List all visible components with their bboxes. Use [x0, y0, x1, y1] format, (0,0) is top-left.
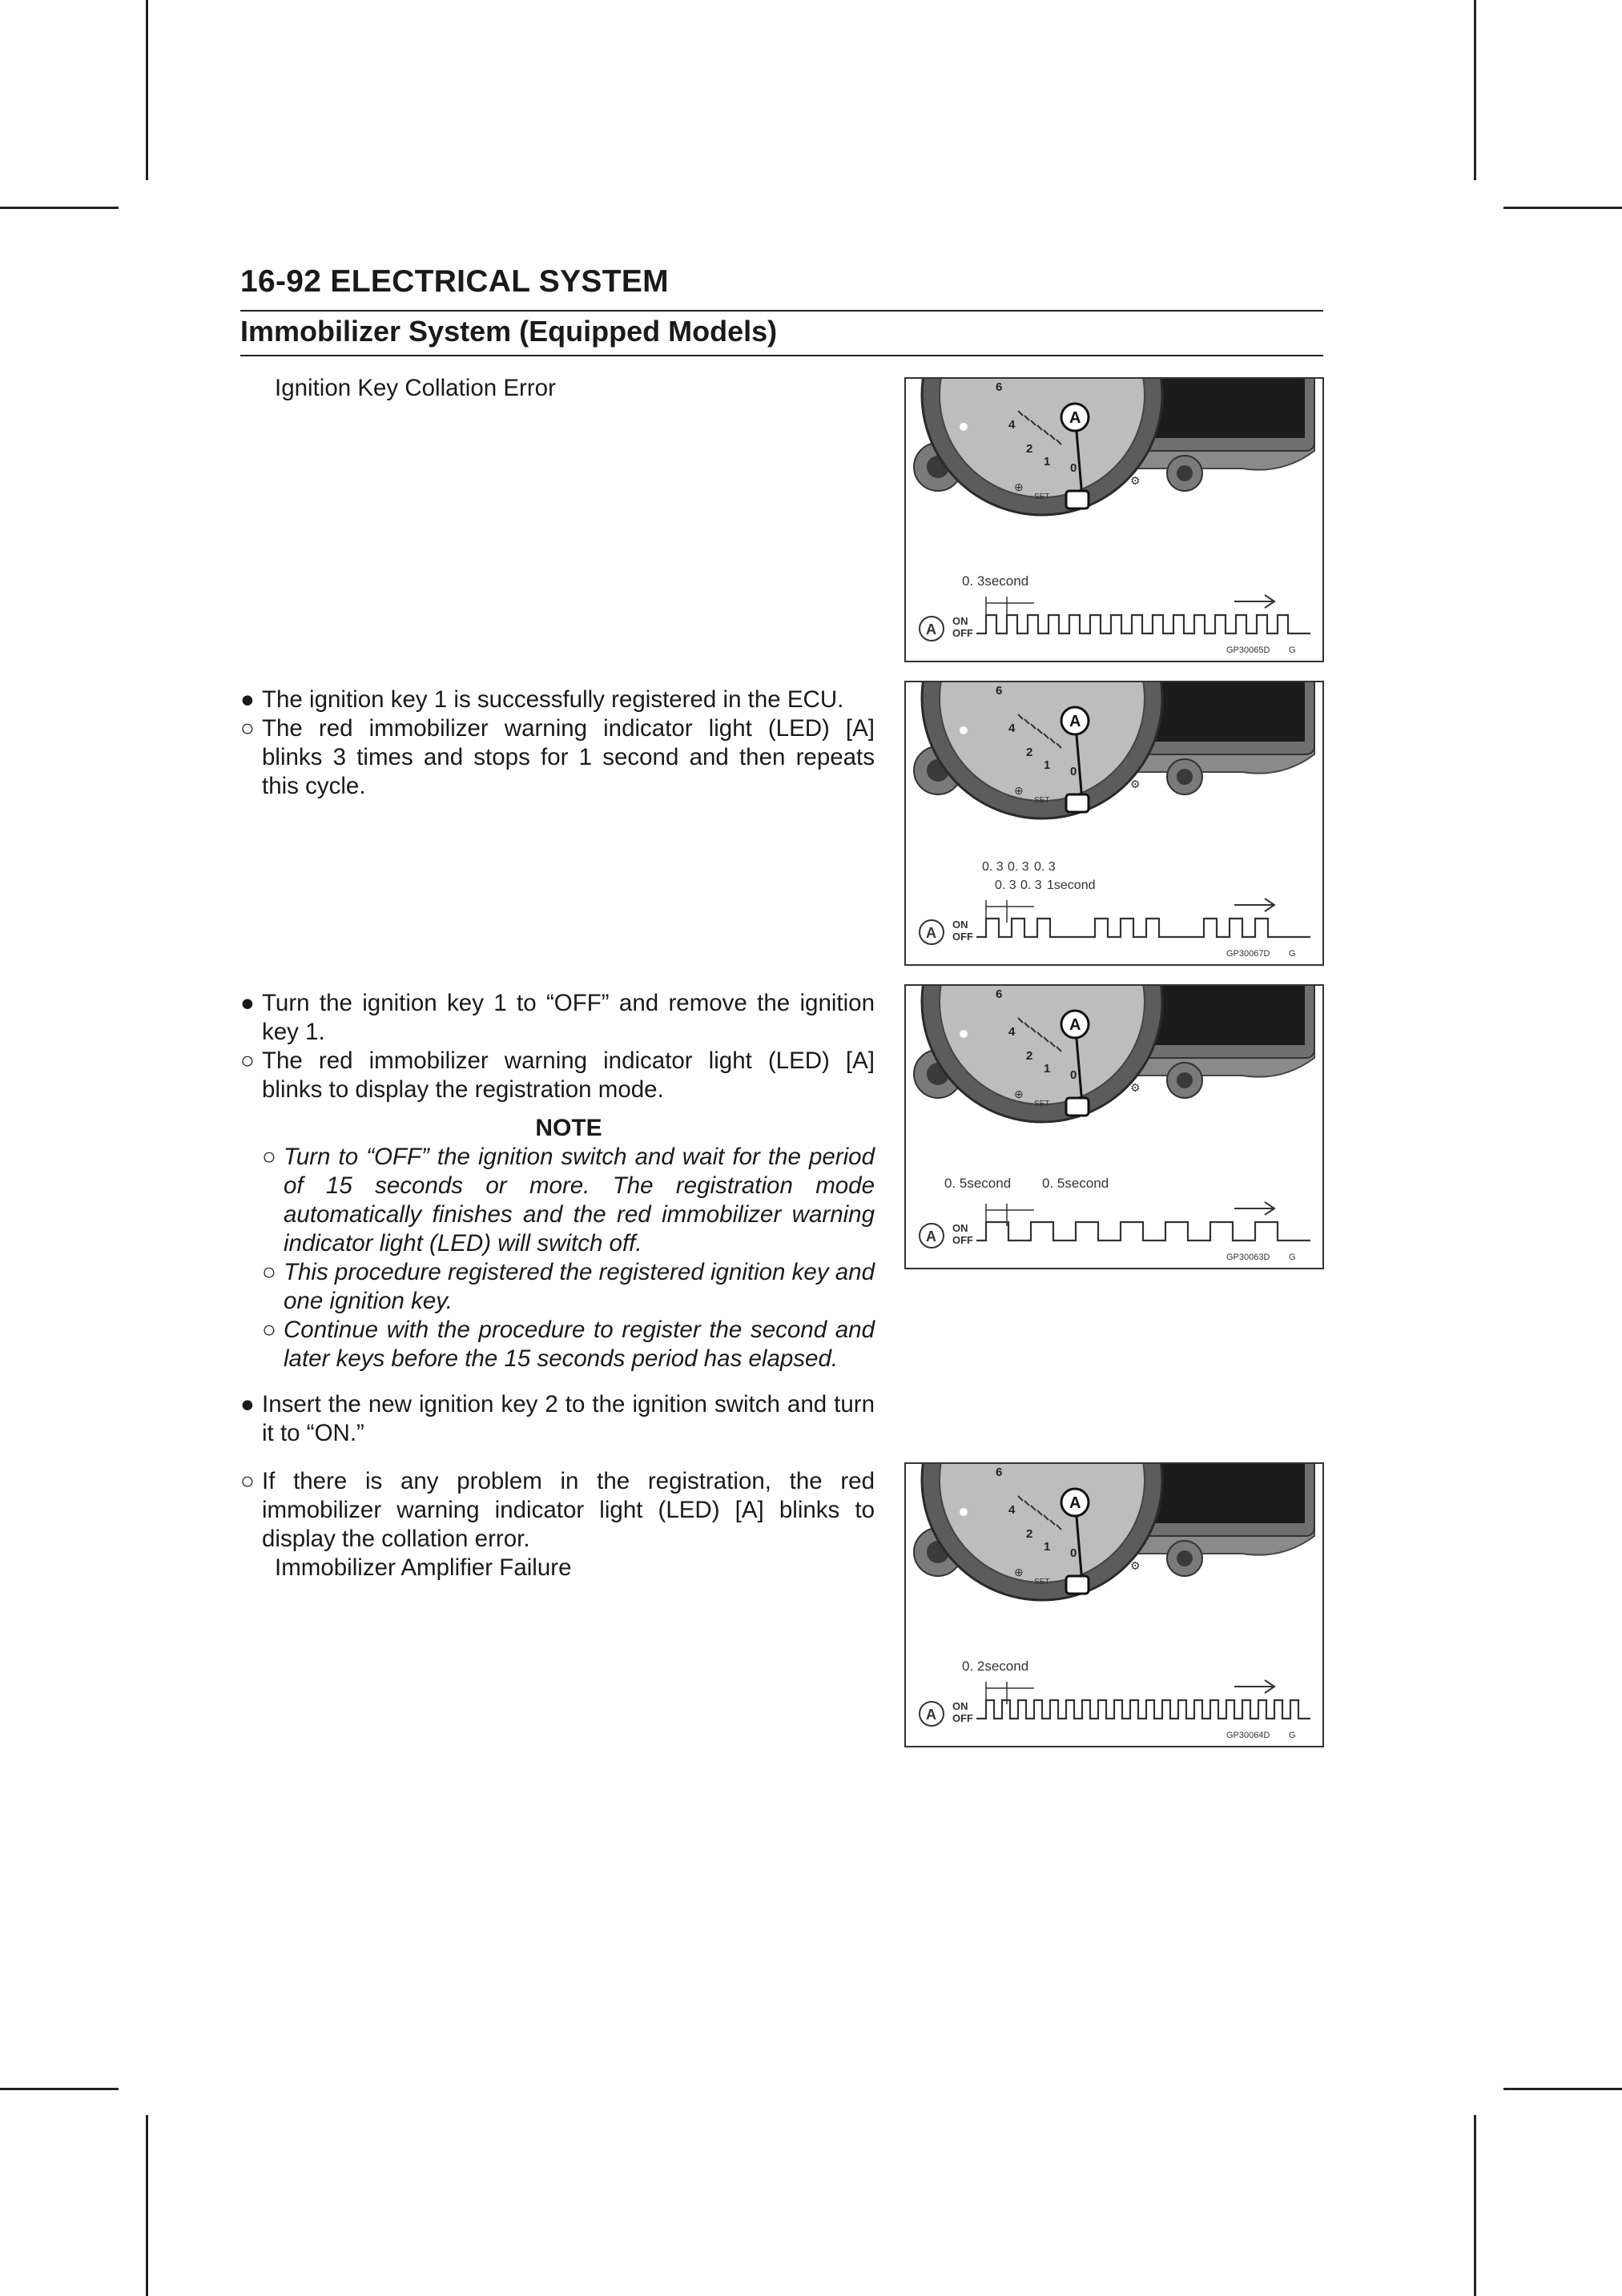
timing-label: 0. 3 [1034, 860, 1056, 874]
figure-code-suffix: G [1289, 949, 1296, 959]
callout-label: A [1069, 1494, 1081, 1512]
scale-number: 4 [1008, 1503, 1016, 1517]
figure-code: GP30064D [1226, 1731, 1270, 1740]
crop-mark [1474, 2115, 1476, 2296]
off-label: OFF [952, 1234, 973, 1246]
scale-number: 1 [1044, 758, 1051, 772]
timing-label: 0. 2second [962, 1659, 1029, 1674]
bullet-marker: ● [240, 990, 255, 1016]
paragraph-text: The red immobilizer warning indicator light (LED) [A] blinks 3 times and stops for 1 second and then repeats this cycle. [262, 715, 875, 799]
sub-marker: ○ [262, 1144, 276, 1170]
paragraph-text: The ignition key 1 is successfully registered in the ECU. [262, 686, 844, 713]
crop-mark [1474, 0, 1476, 180]
led-waveform [976, 1700, 1310, 1719]
led-blink-diagram [906, 682, 1322, 964]
scale-number: 2 [1026, 746, 1033, 759]
led-waveform [976, 919, 1310, 937]
oil-symbol: ⚙ [1130, 778, 1141, 790]
indicator-dot [960, 1030, 968, 1038]
led-waveform [976, 1222, 1310, 1240]
sub-marker: ○ [240, 1047, 255, 1074]
on-label: ON [952, 919, 968, 931]
led-blink-diagram [906, 379, 1322, 661]
figure-registration-mode [904, 984, 1324, 1269]
paragraph-text: The red immobilizer warning indicator light (LED) [A] blinks to display the registration mode. [262, 1047, 875, 1103]
scale-number: 1 [1044, 1540, 1051, 1554]
scale-number: 0 [1070, 1546, 1077, 1560]
paragraph-text: Insert the new ignition key 2 to the ignition switch and turn it to “ON.” [262, 1391, 875, 1446]
sub-marker: ○ [262, 1259, 276, 1285]
sub-marker: ○ [240, 715, 255, 742]
caption-collation-error: Ignition Key Collation Error [275, 375, 556, 401]
indicator-dot [960, 1508, 968, 1516]
figure-code: GP30067D [1226, 949, 1270, 959]
button-symbol: ⊕ [1014, 1566, 1024, 1578]
timing-label: 0. 5second [1042, 1176, 1109, 1191]
instrument-cluster-illustration [914, 682, 1314, 818]
scale-number: 6 [996, 380, 1003, 394]
timing-label: 0. 3 [995, 879, 1016, 892]
off-label: OFF [952, 1712, 973, 1724]
crop-mark [146, 0, 148, 180]
figure-registration-success [904, 681, 1324, 966]
scale-number: 2 [1026, 442, 1033, 456]
progression-arrow [1234, 899, 1274, 911]
note-item [262, 1258, 875, 1316]
crop-mark [1503, 207, 1622, 209]
crop-mark [0, 2088, 119, 2090]
progression-arrow [1234, 595, 1274, 608]
callout-label: A [1069, 713, 1081, 730]
set-label: SET [1034, 1100, 1050, 1108]
list-item [240, 1467, 875, 1554]
section-title: Immobilizer System (Equipped Models) [240, 315, 778, 348]
list-item [240, 1390, 875, 1448]
set-label: SET [1034, 1578, 1050, 1586]
mount-boss-right-hole [1177, 1550, 1193, 1566]
set-label: SET [1034, 493, 1050, 501]
scale-number: 6 [996, 1466, 1003, 1479]
off-label: OFF [952, 627, 973, 639]
mount-boss-right-hole [1177, 1072, 1193, 1088]
timing-diagram [920, 1176, 1310, 1262]
note-text: This procedure registered the registered ignition key and one ignition key. [284, 1259, 875, 1314]
progression-arrow [1234, 1202, 1274, 1215]
crop-mark [0, 207, 119, 209]
paragraph-text: If there is any problem in the registration, the red immobilizer warning indicator light (LED) [A] blinks to display the collation error. [262, 1468, 875, 1552]
callout-label: A [926, 925, 936, 941]
figure-code-suffix: G [1289, 1253, 1296, 1262]
list-item [240, 714, 875, 801]
crop-mark [146, 2115, 148, 2296]
led-waveform [976, 615, 1310, 633]
note-heading: NOTE [535, 1115, 602, 1141]
caption-amplifier-failure: Immobilizer Amplifier Failure [275, 1554, 572, 1581]
oil-symbol: ⚙ [1130, 1081, 1141, 1094]
timing-label: 0. 5second [944, 1176, 1012, 1191]
mount-boss-right-hole [1177, 465, 1193, 481]
sub-marker: ○ [262, 1317, 276, 1343]
instrument-cluster-illustration [914, 379, 1314, 515]
led-indicator [1066, 491, 1089, 509]
callout-label: A [926, 1707, 936, 1723]
timing-label: 0. 3second [962, 573, 1029, 589]
list-item [240, 989, 875, 1047]
figure-code-suffix: G [1289, 1731, 1296, 1740]
note-text: Continue with the procedure to register the second and later keys before the 15 seconds period has elapsed. [284, 1317, 875, 1372]
timing-diagram [920, 1659, 1310, 1740]
timing-label: 0. 3 [1020, 879, 1042, 892]
figure-amplifier-failure [904, 1462, 1324, 1747]
note-text: Turn to “OFF” the ignition switch and wait for the period of 15 seconds or more. The registration mode automatically finishes and the red immobilizer warning indicator light (LED) will switch off. [284, 1144, 875, 1257]
button-symbol: ⊕ [1014, 481, 1024, 493]
scale-number: 0 [1070, 1068, 1077, 1082]
figure-code: GP30063D [1226, 1253, 1270, 1262]
bullet-marker: ● [240, 686, 255, 713]
mount-boss-right-hole [1177, 769, 1193, 785]
instrument-cluster-illustration [914, 1464, 1314, 1600]
callout-label: A [1069, 409, 1081, 427]
page-title: 16-92 ELECTRICAL SYSTEM [240, 264, 669, 299]
scale-number: 4 [1008, 1025, 1016, 1039]
callout-label: A [926, 621, 936, 637]
scale-number: 4 [1008, 418, 1016, 432]
figure-code-suffix: G [1289, 645, 1296, 655]
timing-label: 0. 3 [982, 860, 1004, 874]
button-symbol: ⊕ [1014, 1088, 1024, 1100]
note-item [262, 1316, 875, 1373]
bullet-marker: ● [240, 1391, 255, 1417]
instrument-cluster-illustration [914, 986, 1314, 1122]
note-item [262, 1143, 875, 1258]
button-symbol: ⊕ [1014, 784, 1024, 797]
crop-mark [1503, 2088, 1622, 2090]
set-label: SET [1034, 796, 1050, 805]
scale-number: 1 [1044, 1062, 1051, 1076]
scale-number: 0 [1070, 765, 1077, 778]
scale-number: 1 [1044, 455, 1051, 468]
led-blink-diagram [906, 986, 1322, 1268]
timing-diagram [920, 573, 1310, 655]
sub-marker: ○ [240, 1468, 255, 1494]
scale-number: 0 [1070, 461, 1077, 475]
figure-collation-error [904, 377, 1324, 662]
led-indicator [1066, 794, 1089, 812]
timing-label: 1second [1047, 879, 1096, 892]
scale-number: 2 [1026, 1049, 1033, 1063]
timing-label: 0. 3 [1008, 860, 1029, 874]
scale-number: 4 [1008, 722, 1016, 735]
scale-number: 6 [996, 684, 1003, 698]
timing-diagram [920, 860, 1310, 959]
oil-symbol: ⚙ [1130, 474, 1141, 487]
callout-label: A [926, 1228, 936, 1245]
indicator-dot [960, 423, 968, 431]
on-label: ON [952, 1222, 968, 1234]
on-label: ON [952, 615, 968, 627]
off-label: OFF [952, 931, 973, 943]
led-indicator [1066, 1098, 1089, 1116]
section-rule [240, 355, 1323, 356]
led-blink-diagram [906, 1464, 1322, 1746]
callout-label: A [1069, 1016, 1081, 1034]
progression-arrow [1234, 1680, 1274, 1693]
oil-symbol: ⚙ [1130, 1559, 1141, 1572]
scale-number: 2 [1026, 1527, 1033, 1541]
figure-code: GP30065D [1226, 645, 1270, 655]
header-rule [240, 310, 1323, 312]
on-label: ON [952, 1700, 968, 1712]
list-item [240, 686, 875, 714]
list-item [240, 1047, 875, 1104]
paragraph-text: Turn the ignition key 1 to “OFF” and remove the ignition key 1. [262, 990, 875, 1045]
led-indicator [1066, 1576, 1089, 1594]
indicator-dot [960, 726, 968, 734]
scale-number: 6 [996, 987, 1003, 1001]
